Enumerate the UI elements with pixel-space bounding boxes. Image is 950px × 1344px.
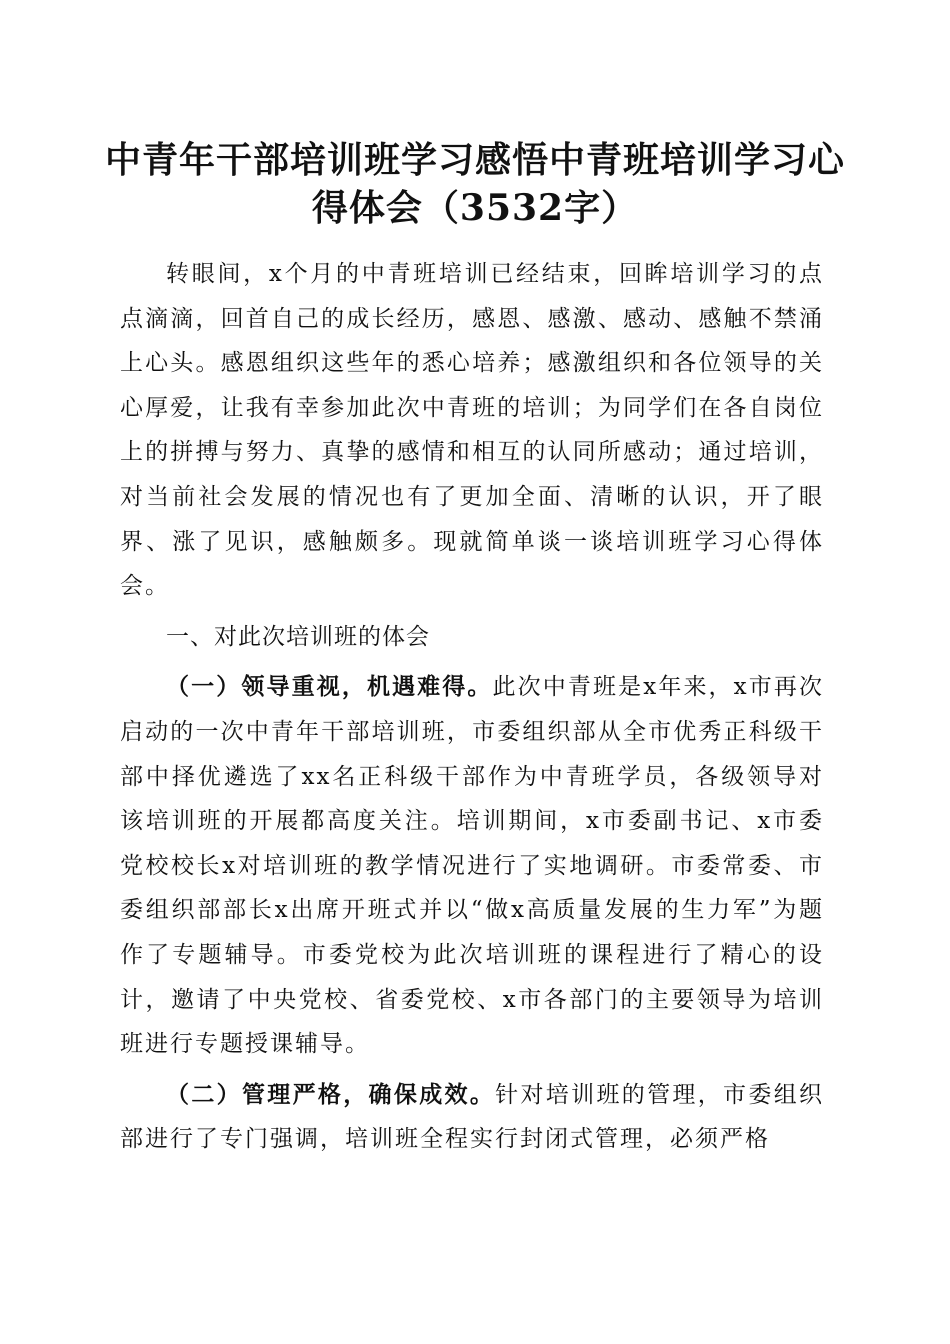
subsection-paragraph-1 [120,665,824,1066]
subsection-paragraph-2 [120,1073,824,1162]
intro-paragraph: 转眼间，x个月的中青班培训已经结束，回眸培训学习的点点滴滴，回首自己的成长经历，感恩、感激、感动、感触不禁涌上心头。感恩组织这些年的悉心培养；感激组织和各位领导的关心厚爱，让我有幸参加此次中青班的培训；为同学们在各自岗位上的拼搏与努力、真挚的感情和相互的认同所感动；通过培训，对当前社会发展的情况也有了更加全面、清晰的认识，开了眼界、涨了见识，感触颇多。现就简单谈一谈培训班学习心得体会。 [120,261,824,600]
document-title: 中青年干部培训班学习感悟中青班培训学习心得体会（3532字） [104,139,845,229]
subsection-body-2: 针对培训班的管理，市委组织部进行了专门强调，培训班全程实行封闭式管理，必须严格 [120,1081,825,1153]
document-body [120,252,824,1162]
subsection-lead-2: （二）管理严格，确保成效。 [166,1080,496,1108]
subsection-body-1: 此次中青班是x年来，x市再次启动的一次中青年干部培训班，市委组织部从全市优秀正科级干部中择优遴选了xx名正科级干部作为中青班学员，各级领导对该培训班的开展都高度关注。培训期间，x市委副书记、x市委党校校长x对培训班的教学情况进行了实地调研。市委常委、市委组织部部长x出席开班式并以“做x高质量发展的生力军”为题作了专题辅导。市委党校为此次培训班的课程进行了精心的设计，邀请了中央党校、省委党校、x市各部门的主要领导为培训班进行专题授课辅导。 [120,674,824,1058]
subsection-lead-1: （一）领导重视，机遇难得。 [166,673,493,701]
section-heading-1: 一、对此次培训班的体会 [166,623,430,650]
